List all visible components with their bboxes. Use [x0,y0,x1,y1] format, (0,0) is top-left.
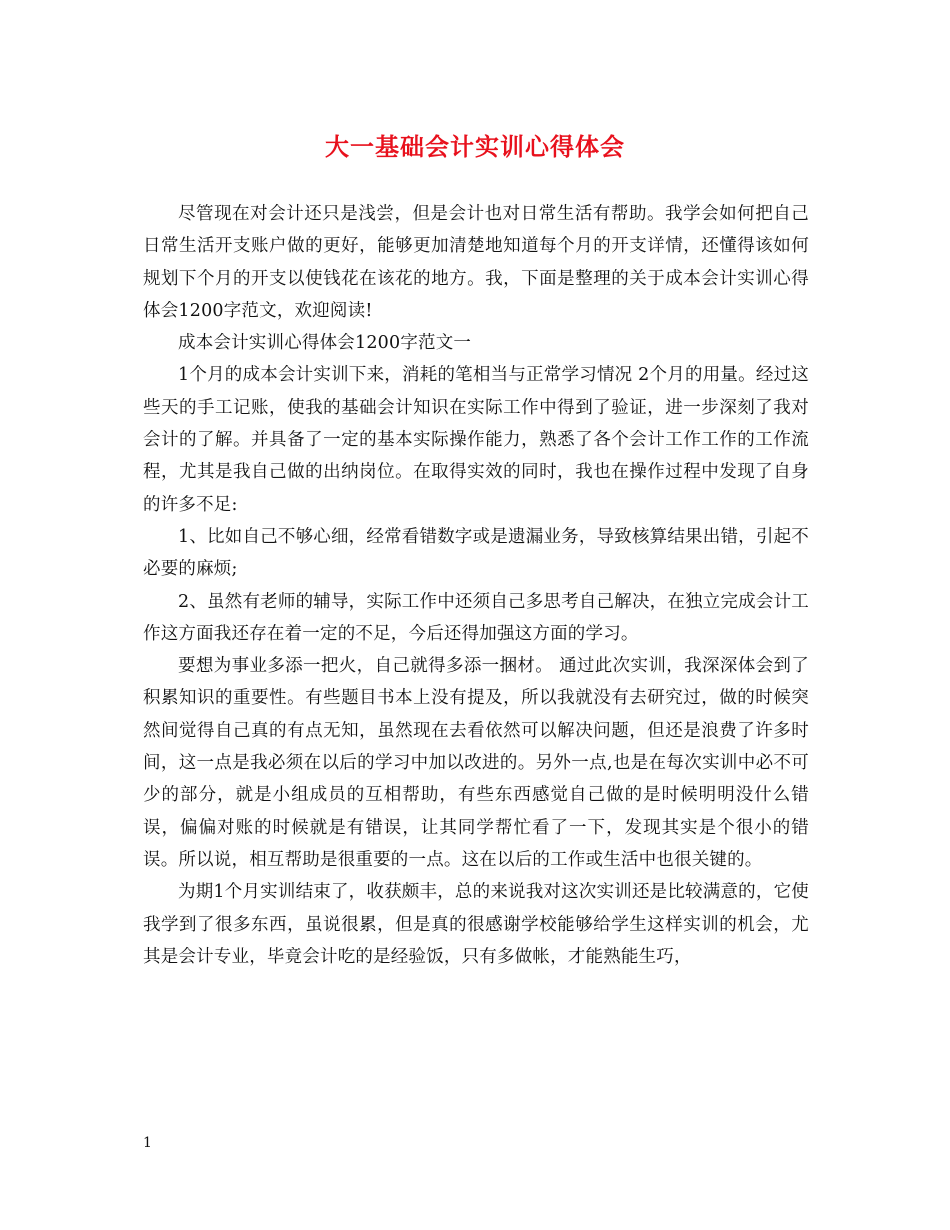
paragraph-shortcoming-2: 2、虽然有老师的辅导，实际工作中还须自己多思考自己解决，在独立完成会计工作这方面我还存在着一定的不足，今后还得加强这方面的学习。 [143,591,809,644]
paragraph-section-heading: 成本会计实训心得体会1200字范文一 [178,333,472,354]
paragraph-knowledge-teamwork: 要想为事业多添一把火，自己就得多添一捆材。 通过此次实训，我深深体会到了积累知识的重要性。有些题目书本上没有提及，所以我就没有去研究过，做的时候突然间觉得自己真的有点无知，虽然现在去看依然可以解决问题，但还是浪费了许多时间，这一点是我必须在以后的学习中加以改进的。另外一点,也是在每次实训中必不可少的部分，就是小组成员的互相帮助，有些东西感觉自己做的是时候明明没什么错误，偏偏对账的时候就是有错误，让其同学帮忙看了一下，发现其实是个很小的错误。所以说，相互帮助是很重要的一点。这在以后的工作或生活中也很关键的。 [143,656,809,870]
paragraph-intro: 尽管现在对会计还只是浅尝，但是会计也对日常生活有帮助。我学会如何把自己日常生活开支账户做的更好，能够更加清楚地知道每个月的开支详情，还懂得该如何规划下个月的开支以使钱花在该花的地方。我，下面是整理的关于成本会计实训心得体会1200字范文，欢迎阅读! [143,204,809,321]
paragraph-conclusion: 为期1个月实训结束了，收获颇丰，总的来说我对这次实训还是比较满意的，它使我学到了很多东西，虽说很累，但是真的很感谢学校能够给学生这样实训的机会，尤其是会计专业，毕竟会计吃的是经验饭，只有多做帐，才能熟能生巧， [143,882,809,967]
page-title: 大一基础会计实训心得体会 [325,132,625,161]
page-number: 1 [143,1135,152,1151]
paragraph-training-overview: 1个月的成本会计实训下来，消耗的笔相当与正常学习情况 2个月的用量。经过这些天的手工记账，使我的基础会计知识在实际工作中得到了验证，进一步深刻了我对会计的了解。并具备了一定的基本实际操作能力，熟悉了各个会计工作工作的工作流程，尤其是我自己做的出纳岗位。在取得实效的同时，我也在操作过程中发现了自身的许多不足: [143,365,809,515]
document-body [143,198,809,973]
paragraph-shortcoming-1: 1、比如自己不够心细，经常看错数字或是遗漏业务，导致核算结果出错，引起不必要的麻烦; [143,526,809,580]
